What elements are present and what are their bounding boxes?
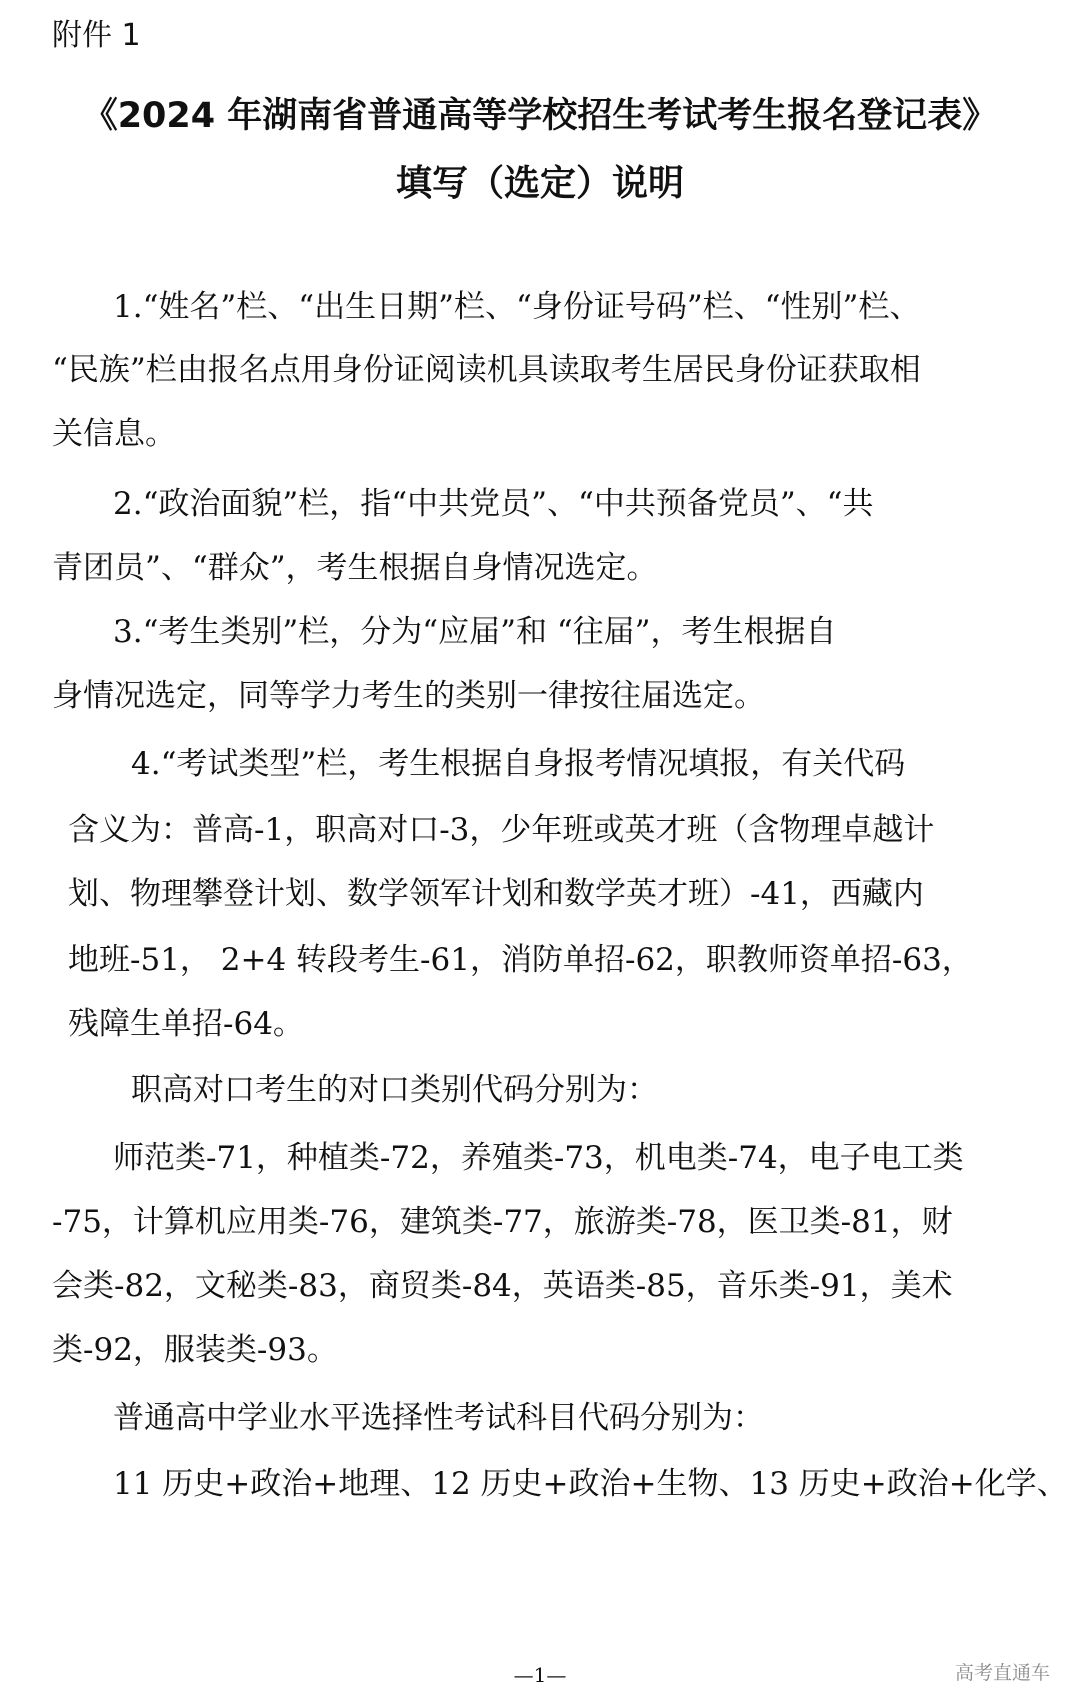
body-line-12: 残障生单招-64。 xyxy=(68,1006,304,1042)
body-line-19: 11 历史+政治+地理、12 历史+政治+生物、13 历史+政治+化学、 xyxy=(113,1466,1068,1502)
body-line-10: 划、物理攀登计划、数学领军计划和数学英才班）-41，西藏内 xyxy=(68,876,924,912)
body-line-3: 关信息。 xyxy=(52,416,176,452)
body-line-9: 含义为：普高-1，职高对口-3，少年班或英才班（含物理卓越计 xyxy=(68,812,935,848)
body-line-15: -75，计算机应用类-76，建筑类-77，旅游类-78，医卫类-81，财 xyxy=(52,1204,953,1240)
body-line-18: 普通高中学业水平选择性考试科目代码分别为： xyxy=(113,1400,764,1436)
document-title: 《2024 年湖南省普通高等学校招生考试考生报名登记表》 xyxy=(82,96,998,136)
body-line-5: 青团员”、“群众”，考生根据自身情况选定。 xyxy=(52,550,658,586)
page-number: —1— xyxy=(513,1663,567,1687)
body-line-17: 类-92，服装类-93。 xyxy=(52,1332,338,1368)
body-line-2: “民族”栏由报名点用身份证阅读机具读取考生居民身份证获取相 xyxy=(52,352,921,388)
body-line-7: 身情况选定，同等学力考生的类别一律按往届选定。 xyxy=(52,678,765,714)
body-line-13: 职高对口考生的对口类别代码分别为： xyxy=(131,1072,658,1108)
body-line-11: 地班-51， 2+4 转段考生-61，消防单招-62，职教师资单招-63， xyxy=(68,942,973,978)
body-line-4: 2.“政治面貌”栏，指“中共党员”、“中共预备党员”、“共 xyxy=(113,486,874,522)
body-line-16: 会类-82，文秘类-83，商贸类-84，英语类-85，音乐类-91，美术 xyxy=(52,1268,953,1304)
body-line-14: 师范类-71，种植类-72，养殖类-73，机电类-74，电子电工类 xyxy=(113,1140,964,1176)
attachment-label: 附件 1 xyxy=(52,18,141,53)
body-line-1: 1.“姓名”栏、“出生日期”栏、“身份证号码”栏、“性别”栏、 xyxy=(113,289,921,325)
body-line-8: 4.“考试类型”栏，考生根据自身报考情况填报，有关代码 xyxy=(131,746,906,782)
body-line-6: 3.“考生类别”栏，分为“应届”和 “往届”，考生根据自 xyxy=(113,614,837,650)
watermark: 高考直通车 xyxy=(954,1662,1050,1684)
document-subtitle: 填写（选定）说明 xyxy=(395,163,684,204)
